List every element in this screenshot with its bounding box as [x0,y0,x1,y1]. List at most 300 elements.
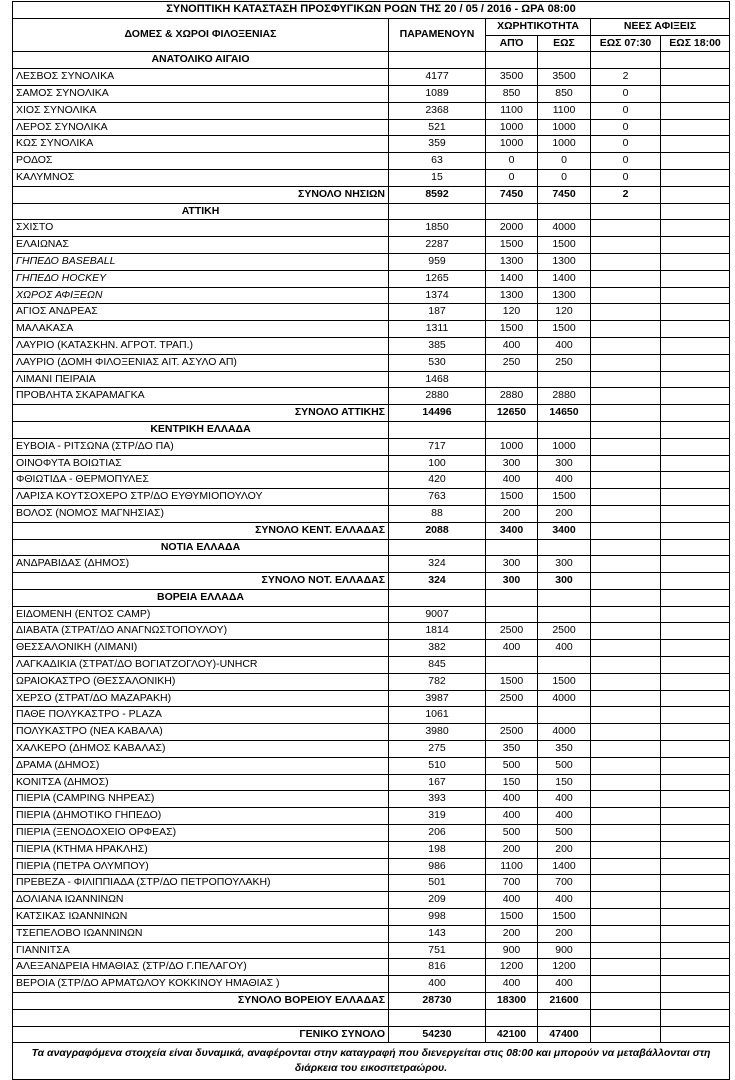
cell-cap-from: 1500 [486,237,538,254]
cell-name: ΚΑΤΣΙΚΑΣ ΙΩΑΝΝΙΝΩΝ [13,909,389,926]
cell-name: ΑΓΙΟΣ ΑΝΔΡΕΑΣ [13,304,389,321]
cell-remaining: 3987 [389,690,486,707]
cell-arrivals-1800 [661,808,730,825]
total-arrivals-1800 [661,186,730,203]
cell-cap-from: 1500 [486,321,538,338]
cell-arrivals-1800 [661,724,730,741]
header-cap-to: ΕΩΣ [538,35,591,52]
cell-arrivals-1800 [661,640,730,657]
cell-cap-to: 400 [538,337,591,354]
cell-cap-to: 1200 [538,959,591,976]
cell-arrivals-1800 [661,237,730,254]
cell-cap-to: 2880 [538,388,591,405]
cell-remaining: 501 [389,875,486,892]
cell-remaining: 209 [389,892,486,909]
section-header-row [13,421,730,438]
cell-arrivals-1800 [661,371,730,388]
cell-name: ΚΟΝΙΤΣΑ (ΔΗΜΟΣ) [13,774,389,791]
cell-arrivals-1800 [661,774,730,791]
cell-name: ΒΟΛΟΣ (ΝΟΜΟΣ ΜΑΓΝΗΣΙΑΣ) [13,505,389,522]
total-cap-from: 18300 [486,993,538,1010]
total-remaining: 324 [389,573,486,590]
cell-cap-from: 1200 [486,959,538,976]
cell-name: ΓΗΠΕΔΟ HOCKEY [13,270,389,287]
cell-remaining: 385 [389,337,486,354]
section-header-row [13,203,730,220]
total-arrivals-0730 [591,522,661,539]
cell-cap-from: 250 [486,354,538,371]
cell-arrivals-0730 [591,791,661,808]
cell-cap-from: 500 [486,825,538,842]
cell-arrivals-0730 [591,657,661,674]
total-name: ΣΥΝΟΛΟ ΑΤΤΙΚΗΣ [13,405,389,422]
cell-cap-to: 120 [538,304,591,321]
cell-remaining: 167 [389,774,486,791]
cell-arrivals-0730 [591,774,661,791]
cell-cap-to: 1500 [538,673,591,690]
grand-total-label: ΓΕΝΙΚΟ ΣΥΝΟΛΟ [13,1026,389,1043]
total-remaining: 14496 [389,405,486,422]
cell-cap-from: 400 [486,892,538,909]
cell-remaining: 9007 [389,606,486,623]
cell-name: ΛΕΣΒΟΣ ΣΥΝΟΛΙΚΑ [13,69,389,86]
cell-cap-to: 350 [538,741,591,758]
total-cap-from: 3400 [486,522,538,539]
cell-arrivals-1800 [661,220,730,237]
cell-cap-from: 400 [486,640,538,657]
cell-cap-to: 4000 [538,690,591,707]
total-cap-to: 300 [538,573,591,590]
cell-cap-to: 1500 [538,321,591,338]
cell-remaining: 763 [389,489,486,506]
cell-arrivals-0730: 0 [591,169,661,186]
total-arrivals-0730: 2 [591,186,661,203]
cell-arrivals-1800 [661,354,730,371]
cell-arrivals-0730 [591,892,661,909]
cell-name: ΔΡΑΜΑ (ΔΗΜΟΣ) [13,757,389,774]
cell-name: ΤΣΕΠΕΛΟΒΟ ΙΩΑΝΝΙΝΩΝ [13,925,389,942]
cell-remaining: 998 [389,909,486,926]
cell-name: ΑΛΕΞΑΝΔΡΕΙΑ ΗΜΑΘΙΑΣ (ΣΤΡ/ΔΟ Γ.ΠΕΛΑΓΟΥ) [13,959,389,976]
cell-name: ΚΩΣ ΣΥΝΟΛΙΚΑ [13,136,389,153]
section-total-row [13,186,730,203]
cell-arrivals-1800 [661,489,730,506]
cell-remaining: 198 [389,841,486,858]
table-row [13,942,730,959]
total-name: ΣΥΝΟΛΟ ΒΟΡΕΙΟΥ ΕΛΛΑΔΑΣ [13,993,389,1010]
cell-name: ΛΑΥΡΙΟ (ΔΟΜΗ ΦΙΛΟΞΕΝΙΑΣ ΑΙΤ. ΑΣΥΛΟ ΑΠ) [13,354,389,371]
header-arrivals-0730: ΕΩΣ 07:30 [591,35,661,52]
cell-arrivals-0730 [591,925,661,942]
cell-arrivals-0730 [591,304,661,321]
cell-cap-from: 120 [486,304,538,321]
cell-arrivals-0730 [591,270,661,287]
cell-arrivals-0730: 0 [591,119,661,136]
cell-arrivals-0730 [591,455,661,472]
cell-cap-to: 3500 [538,69,591,86]
cell-arrivals-0730 [591,371,661,388]
cell-name: ΧΩΡΟΣ ΑΦΙΞΕΩΝ [13,287,389,304]
table-row [13,606,730,623]
cell-cap-to: 200 [538,841,591,858]
cell-arrivals-0730 [591,858,661,875]
cell-cap-to: 1300 [538,253,591,270]
cell-name: ΕΛΑΙΩΝΑΣ [13,237,389,254]
cell-arrivals-0730 [591,640,661,657]
cell-remaining: 2880 [389,388,486,405]
cell-remaining: 1814 [389,623,486,640]
cell-cap-to: 400 [538,808,591,825]
cell-cap-to: 4000 [538,220,591,237]
cell-arrivals-1800 [661,321,730,338]
cell-cap-from: 400 [486,976,538,993]
cell-arrivals-0730 [591,472,661,489]
cell-arrivals-0730: 0 [591,153,661,170]
cell-remaining: 1311 [389,321,486,338]
grand-total-arrivals-0730 [591,1026,661,1043]
cell-cap-from: 1000 [486,119,538,136]
cell-cap-from: 200 [486,925,538,942]
cell-cap-from: 3500 [486,69,538,86]
cell-remaining: 717 [389,438,486,455]
cell-arrivals-0730 [591,253,661,270]
cell-remaining: 100 [389,455,486,472]
cell-remaining: 782 [389,673,486,690]
cell-name: ΒΕΡΟΙΑ (ΣΤΡ/ΔΟ ΑΡΜΑΤΩΛΟΥ ΚΟΚΚΙΝΟΥ ΗΜΑΘΙΑΣ ) [13,976,389,993]
cell-arrivals-0730 [591,220,661,237]
cell-cap-from: 400 [486,791,538,808]
cell-cap-to: 400 [538,472,591,489]
cell-arrivals-1800 [661,556,730,573]
cell-cap-to: 4000 [538,724,591,741]
cell-remaining: 751 [389,942,486,959]
table-row [13,892,730,909]
cell-cap-to: 1000 [538,119,591,136]
section-title: ΑΤΤΙΚΗ [13,203,389,220]
cell-cap-from: 1300 [486,253,538,270]
cell-remaining: 2368 [389,102,486,119]
cell-cap-from: 850 [486,85,538,102]
header-arrivals-1800: ΕΩΣ 18:00 [661,35,730,52]
cell-cap-from [486,657,538,674]
cell-name: ΦΘΙΩΤΙΔΑ - ΘΕΡΜΟΠΥΛΕΣ [13,472,389,489]
cell-arrivals-1800 [661,606,730,623]
section-header-row [13,52,730,69]
cell-arrivals-0730 [591,875,661,892]
total-arrivals-0730 [591,993,661,1010]
table-row [13,741,730,758]
cell-arrivals-1800 [661,304,730,321]
cell-name: ΠΙΕΡΙΑ (ΞΕΝΟΔΟΧΕΙΟ ΟΡΦΕΑΣ) [13,825,389,842]
cell-arrivals-0730 [591,942,661,959]
cell-remaining: 1061 [389,707,486,724]
grand-total-remaining: 54230 [389,1026,486,1043]
cell-cap-to: 500 [538,825,591,842]
cell-cap-to: 250 [538,354,591,371]
cell-remaining: 63 [389,153,486,170]
cell-cap-from: 300 [486,556,538,573]
cell-arrivals-0730 [591,505,661,522]
cell-arrivals-1800 [661,976,730,993]
table-row [13,724,730,741]
cell-arrivals-1800 [661,472,730,489]
cell-remaining: 324 [389,556,486,573]
cell-arrivals-0730 [591,724,661,741]
cell-remaining: 986 [389,858,486,875]
cell-arrivals-1800 [661,741,730,758]
cell-remaining: 206 [389,825,486,842]
cell-name: ΓΙΑΝΝΙΤΣΑ [13,942,389,959]
cell-remaining: 3980 [389,724,486,741]
cell-cap-from: 1500 [486,489,538,506]
cell-cap-to: 400 [538,791,591,808]
cell-name: ΘΕΣΣΑΛΟΝΙΚΗ (ΛΙΜΑΝΙ) [13,640,389,657]
cell-name: ΠΙΕΡΙΑ (ΚΤΗΜΑ ΗΡΑΚΛΗΣ) [13,841,389,858]
cell-arrivals-1800 [661,287,730,304]
cell-arrivals-1800 [661,505,730,522]
cell-cap-to: 0 [538,153,591,170]
cell-remaining: 845 [389,657,486,674]
header-place: ΔΟΜΕΣ & ΧΩΡΟΙ ΦΙΛΟΞΕΝΙΑΣ [13,18,389,52]
cell-remaining: 400 [389,976,486,993]
cell-name: ΔΟΛΙΑΝΑ ΙΩΑΝΝΙΝΩΝ [13,892,389,909]
total-remaining: 2088 [389,522,486,539]
cell-cap-from: 400 [486,337,538,354]
cell-arrivals-1800 [661,85,730,102]
table-row [13,505,730,522]
cell-remaining: 1850 [389,220,486,237]
cell-cap-from: 0 [486,169,538,186]
cell-arrivals-0730 [591,959,661,976]
total-cap-from: 300 [486,573,538,590]
cell-arrivals-1800 [661,623,730,640]
cell-name: ΚΑΛΥΜΝΟΣ [13,169,389,186]
cell-arrivals-1800 [661,455,730,472]
cell-name: ΜΑΛΑΚΑΣΑ [13,321,389,338]
cell-name: ΠΙΕΡΙΑ (CAMPING ΝΗΡΕΑΣ) [13,791,389,808]
table-row [13,757,730,774]
total-cap-from: 7450 [486,186,538,203]
cell-remaining: 959 [389,253,486,270]
cell-arrivals-0730 [591,388,661,405]
grand-total-cap-from: 42100 [486,1026,538,1043]
cell-arrivals-0730 [591,707,661,724]
table-row [13,321,730,338]
table-row [13,85,730,102]
section-header-row [13,589,730,606]
total-cap-to: 3400 [538,522,591,539]
total-arrivals-0730 [591,573,661,590]
cell-arrivals-0730 [591,287,661,304]
cell-name: ΕΙΔΟΜΕΝΗ (ΕΝΤΟΣ CAMP) [13,606,389,623]
cell-cap-to: 1500 [538,909,591,926]
cell-cap-from: 1000 [486,136,538,153]
total-name: ΣΥΝΟΛΟ ΝΟΤ. ΕΛΛΑΔΑΣ [13,573,389,590]
cell-cap-from: 2500 [486,690,538,707]
cell-remaining: 1468 [389,371,486,388]
table-row [13,673,730,690]
cell-cap-from: 0 [486,153,538,170]
cell-name: ΧΑΛΚΕΡΟ (ΔΗΜΟΣ ΚΑΒΑΛΑΣ) [13,741,389,758]
cell-remaining: 382 [389,640,486,657]
refugee-flows-table [12,1,730,1080]
total-cap-to: 7450 [538,186,591,203]
header-new-arrivals: ΝΕΕΣ ΑΦΙΞΕΙΣ [591,18,730,35]
table-row [13,119,730,136]
cell-arrivals-1800 [661,791,730,808]
cell-arrivals-1800 [661,438,730,455]
table-row [13,455,730,472]
cell-arrivals-0730 [591,623,661,640]
table-row [13,909,730,926]
table-row [13,388,730,405]
cell-arrivals-1800 [661,253,730,270]
cell-remaining: 530 [389,354,486,371]
total-arrivals-1800 [661,993,730,1010]
table-row [13,153,730,170]
table-row [13,707,730,724]
cell-remaining: 187 [389,304,486,321]
cell-arrivals-1800 [661,825,730,842]
table-row [13,220,730,237]
cell-cap-from [486,707,538,724]
cell-cap-to: 0 [538,169,591,186]
cell-remaining: 319 [389,808,486,825]
cell-cap-from: 150 [486,774,538,791]
table-row [13,774,730,791]
cell-name: ΣΧΙΣΤΟ [13,220,389,237]
cell-name: ΣΑΜΟΣ ΣΥΝΟΛΙΚΑ [13,85,389,102]
cell-name: ΛΑΓΚΑΔΙΚΙΑ (ΣΤΡΑΤ/ΔΟ ΒΟΓΙΑΤΖΟΓΛΟΥ)-UNHCR [13,657,389,674]
section-total-row [13,993,730,1010]
cell-arrivals-0730 [591,841,661,858]
cell-remaining: 2287 [389,237,486,254]
cell-cap-to: 1000 [538,438,591,455]
cell-cap-from: 1500 [486,673,538,690]
table-row [13,657,730,674]
section-total-row [13,405,730,422]
cell-cap-from: 500 [486,757,538,774]
cell-name: ΛΕΡΟΣ ΣΥΝΟΛΙΚΑ [13,119,389,136]
table-row [13,825,730,842]
total-arrivals-1800 [661,573,730,590]
cell-cap-to: 1000 [538,136,591,153]
table-row [13,808,730,825]
section-total-row [13,522,730,539]
table-row [13,556,730,573]
cell-cap-to: 400 [538,640,591,657]
cell-arrivals-1800 [661,69,730,86]
footer-row [13,1043,730,1080]
cell-arrivals-1800 [661,153,730,170]
cell-cap-from: 1400 [486,270,538,287]
cell-arrivals-1800 [661,270,730,287]
table-row [13,690,730,707]
cell-name: ΧΕΡΣΟ (ΣΤΡΑΤ/ΔΟ ΜΑΖΑΡΑΚΗ) [13,690,389,707]
cell-remaining: 1374 [389,287,486,304]
cell-cap-from: 400 [486,472,538,489]
cell-cap-to: 400 [538,892,591,909]
cell-cap-from: 2500 [486,623,538,640]
cell-name: ΟΙΝΟΦΥΤΑ ΒΟΙΩΤΙΑΣ [13,455,389,472]
total-cap-to: 14650 [538,405,591,422]
table-row [13,304,730,321]
cell-arrivals-1800 [661,169,730,186]
cell-cap-from [486,371,538,388]
table-data-body [13,52,730,1009]
cell-arrivals-0730: 0 [591,85,661,102]
cell-cap-to: 1500 [538,489,591,506]
cell-cap-from: 2880 [486,388,538,405]
refugee-flows-sheet [12,1,729,1080]
cell-remaining: 4177 [389,69,486,86]
spacer-row [13,1009,730,1026]
cell-cap-from: 200 [486,841,538,858]
cell-cap-to: 300 [538,455,591,472]
cell-name: ΑΝΔΡΑΒΙΔΑΣ (ΔΗΜΟΣ) [13,556,389,573]
cell-cap-to: 700 [538,875,591,892]
cell-cap-to: 1500 [538,237,591,254]
cell-arrivals-1800 [661,707,730,724]
table-row [13,287,730,304]
section-total-row [13,573,730,590]
cell-arrivals-0730 [591,237,661,254]
cell-cap-to [538,606,591,623]
header-row-1 [13,18,730,35]
cell-name: ΠΟΛΥΚΑΣΤΡΟ (ΝΕΑ ΚΑΒΑΛΑ) [13,724,389,741]
table-row [13,337,730,354]
cell-arrivals-1800 [661,875,730,892]
table-row [13,371,730,388]
section-title: ΒΟΡΕΙΑ ΕΛΛΑΔΑ [13,589,389,606]
cell-cap-to: 200 [538,925,591,942]
cell-cap-from: 1300 [486,287,538,304]
cell-name: ΠΡΕΒΕΖΑ - ΦΙΛΙΠΠΙΑΔΑ (ΣΤΡ/ΔΟ ΠΕΤΡΟΠΟΥΛΑΚΗ) [13,875,389,892]
table-row [13,858,730,875]
cell-cap-to: 150 [538,774,591,791]
cell-remaining: 88 [389,505,486,522]
cell-cap-to [538,707,591,724]
cell-arrivals-0730: 2 [591,69,661,86]
cell-name: ΔΙΑΒΑΤΑ (ΣΤΡΑΤ/ΔΟ ΑΝΑΓΝΩΣΤΟΠΟΥΛΟΥ) [13,623,389,640]
cell-cap-to: 1300 [538,287,591,304]
page-title: ΣΥΝΟΠΤΙΚΗ ΚΑΤΑΣΤΑΣΗ ΠΡΟΣΦΥΓΙΚΩΝ ΡΟΩΝ ΤΗΣ 20 / 05 / 2016 - ΩΡΑ 08:00 [13,2,730,19]
table-row [13,875,730,892]
cell-name: ΕΥΒΟΙΑ - ΡΙΤΣΩΝΑ (ΣΤΡ/ΔΟ ΠΑ) [13,438,389,455]
cell-cap-to: 500 [538,757,591,774]
table-row [13,270,730,287]
total-cap-to: 21600 [538,993,591,1010]
cell-cap-from [486,606,538,623]
cell-arrivals-1800 [661,757,730,774]
cell-arrivals-1800 [661,673,730,690]
table-row [13,640,730,657]
cell-arrivals-0730 [591,606,661,623]
cell-remaining: 1089 [389,85,486,102]
cell-cap-from: 2500 [486,724,538,741]
cell-arrivals-0730 [591,976,661,993]
cell-arrivals-0730: 0 [591,102,661,119]
cell-cap-to: 2500 [538,623,591,640]
table-row [13,102,730,119]
cell-name: ΡΟΔΟΣ [13,153,389,170]
total-name: ΣΥΝΟΛΟ ΝΗΣΙΩΝ [13,186,389,203]
footer-note: Τα αναγραφόμενα στοιχεία είναι δυναμικά, αναφέρονται στην καταγραφή που διενεργείται στις 08:00 και μπορούν να μεταβάλλονται στη διάρκεια του εικοσιτετραώρου. [13,1043,730,1080]
cell-arrivals-1800 [661,959,730,976]
cell-name: ΠΡΟΒΛΗΤΑ ΣΚΑΡΑΜΑΓΚΑ [13,388,389,405]
table-row [13,791,730,808]
cell-remaining: 275 [389,741,486,758]
